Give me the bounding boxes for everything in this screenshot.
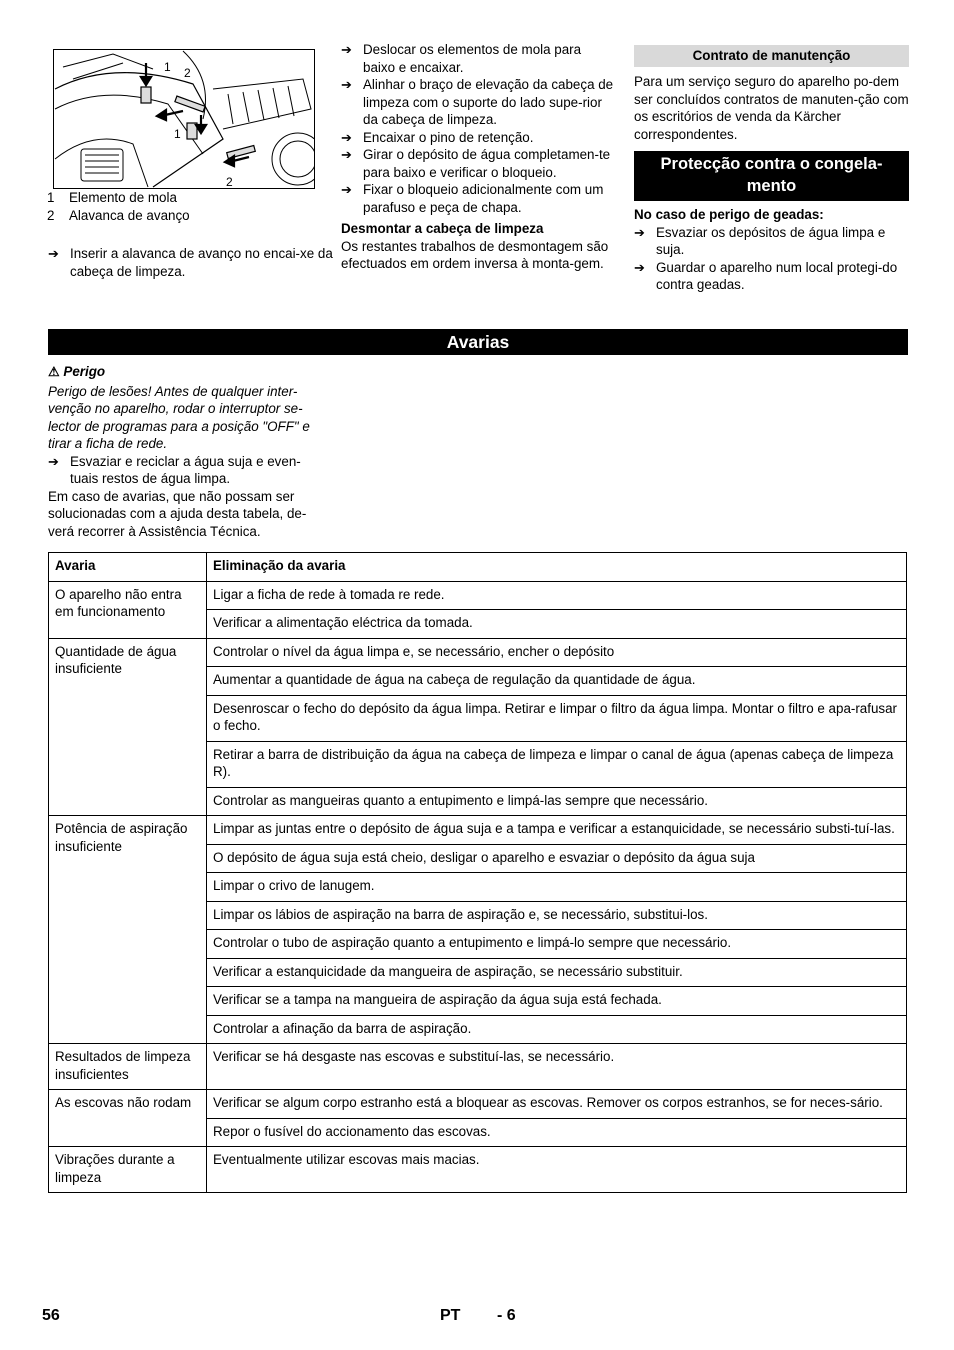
remedy-cell: Retirar a barra de distribuição da água na cabeça de limpeza e limpar o canal de água (apenas cabeça de limpeza R).	[207, 741, 907, 787]
table-row	[49, 638, 907, 667]
table-row	[49, 581, 907, 610]
step-item	[341, 146, 616, 181]
page-number: 56	[42, 1307, 60, 1324]
arrow-right-icon: ➔	[634, 259, 645, 275]
step-text: Inserir a alavanca de avanço no encai-xe da cabeça de limpeza.	[70, 246, 333, 279]
fault-table	[48, 552, 907, 1193]
fault-cell: Vibrações durante a limpeza	[49, 1147, 207, 1193]
fault-cell: Quantidade de água insuficiente	[49, 638, 207, 816]
warning-label-row	[48, 363, 323, 381]
arrow-right-icon: ➔	[341, 129, 352, 145]
arrow-right-icon: ➔	[341, 182, 352, 197]
figure-springs-lever	[53, 49, 315, 189]
fault-cell: Resultados de limpeza insuficientes	[49, 1044, 207, 1090]
remedy-cell: Controlar o tubo de aspiração quanto a entupimento e limpá-lo sempre que necessário.	[207, 930, 907, 959]
step-item	[341, 181, 616, 216]
step-text: Fixar o bloqueio adicionalmente com um parafuso e peça de chapa.	[363, 182, 604, 215]
callout-1-mid: 1	[174, 127, 181, 141]
warning-triangle-icon: ⚠	[48, 364, 60, 379]
step-text: Esvaziar os depósitos de água limpa e suja.	[656, 224, 886, 257]
maintenance-text: Para um serviço seguro do aparelho po-dem ser concluídos contratos de manuten-ção com os escritórios de venda da Kärcher correspondentes.	[634, 74, 909, 142]
remedy-cell: Verificar se a tampa na mangueira de aspiração da água suja está fechada.	[207, 987, 907, 1016]
fault-cell: Potência de aspiração insuficiente	[49, 816, 207, 1044]
remedy-cell: Desenroscar o fecho do depósito da água limpa. Retirar e limpar o filtro da água limpa. Montar o filtro e apa-rafusar o fecho.	[207, 695, 907, 741]
legend-text: Alavanca de avanço	[69, 207, 190, 223]
remedy-cell: Verificar a estanquicidade da mangueira de aspiração, se necessário substituir.	[207, 958, 907, 987]
step-text: Esvaziar e reciclar a água suja e even-tuais restos de água limpa.	[70, 453, 301, 486]
arrow-right-icon: ➔	[341, 42, 352, 57]
frost-step	[634, 224, 909, 259]
legend-item	[47, 207, 317, 225]
frost-step	[634, 259, 909, 294]
faults-step	[48, 453, 323, 488]
frost-subheading: No caso de perigo de geadas:	[634, 207, 824, 222]
remedy-cell: Verificar se há desgaste nas escovas e substituí-las, se necessário.	[207, 1044, 907, 1090]
language-code: PT	[440, 1307, 461, 1324]
remedy-cell: Limpar os lábios de aspiração na barra de aspiração e, se necessário, substitui-los.	[207, 901, 907, 930]
column-2	[341, 41, 616, 273]
step-insert-lever	[48, 245, 342, 280]
arrow-right-icon: ➔	[341, 77, 352, 92]
step-text: Alinhar o braço de elevação da cabeça de limpeza com o suporte do lado supe-rior da cabeça de limpeza.	[363, 77, 614, 127]
header-remedy: Eliminação da avaria	[207, 553, 907, 582]
dismount-paragraph: Os restantes trabalhos de desmontagem são efectuados em ordem inversa à monta-gem.	[341, 238, 609, 271]
subheading-dismount: Desmontar a cabeça de limpeza	[341, 221, 544, 236]
arrow-right-icon: ➔	[48, 246, 59, 261]
callout-2-bottom: 2	[226, 175, 233, 189]
callout-2-top: 2	[184, 66, 191, 80]
remedy-cell: Repor o fusível do accionamento das escovas.	[207, 1118, 907, 1147]
step-text: Deslocar os elementos de mola para baixo e encaixar.	[363, 42, 582, 75]
section-page: - 6	[497, 1307, 516, 1324]
remedy-cell: Eventualmente utilizar escovas mais macias.	[207, 1147, 907, 1193]
step-text: Guardar o aparelho num local protegi-do contra geadas.	[656, 259, 898, 292]
table-row	[49, 1044, 907, 1090]
arrow-right-icon: ➔	[634, 224, 645, 240]
legend-text: Elemento de mola	[69, 190, 177, 205]
legend-number: 2	[47, 207, 55, 223]
remedy-cell: Limpar as juntas entre o depósito de água suja e a tampa e verificar a estanquicidade, se necessário substi-tuí-las.	[207, 816, 907, 845]
remedy-cell: Controlar o nível da água limpa e, se necessário, encher o depósito	[207, 638, 907, 667]
warning-block	[48, 363, 323, 540]
remedy-cell: Verificar se algum corpo estranho está a bloquear as escovas. Remover os corpos estranhos, se for neces-sário.	[207, 1090, 907, 1119]
remedy-cell: O depósito de água suja está cheio, desligar o aparelho e esvaziar o depósito da água suja	[207, 844, 907, 873]
table-header-row	[49, 553, 907, 582]
fault-cell: As escovas não rodam	[49, 1090, 207, 1147]
fault-table-wrapper	[48, 552, 907, 1193]
table-row	[49, 1147, 907, 1193]
table-row	[49, 816, 907, 845]
legend-number: 1	[47, 190, 55, 205]
column-3	[634, 45, 909, 294]
remedy-cell: Controlar as mangueiras quanto a entupimento e limpá-las sempre que necessário.	[207, 787, 907, 816]
figure-legend	[47, 189, 317, 224]
warning-text: Perigo de lesões! Antes de qualquer inter-venção no aparelho, rodar o interruptor se-lector de programas para a posição "OFF" e tirar a ficha de rede.	[48, 383, 310, 451]
step-item	[341, 76, 616, 129]
step-text: Encaixar o pino de retenção.	[363, 129, 534, 145]
legend-item	[47, 189, 317, 207]
maintenance-heading: Contrato de manutenção	[634, 45, 909, 67]
arrow-right-icon: ➔	[48, 453, 59, 469]
faults-heading: Avarias	[48, 329, 908, 355]
remedy-cell: Aumentar a quantidade de água na cabeça de regulação da quantidade de água.	[207, 667, 907, 696]
arrow-right-icon: ➔	[341, 147, 352, 162]
fault-cell: O aparelho não entra em funcionamento	[49, 581, 207, 638]
remedy-cell: Ligar a ficha de rede à tomada re rede.	[207, 581, 907, 610]
callout-1-top: 1	[164, 60, 171, 74]
remedy-cell: Verificar a alimentação eléctrica da tomada.	[207, 610, 907, 639]
table-row	[49, 1090, 907, 1119]
step-item	[341, 41, 616, 76]
header-fault: Avaria	[49, 553, 207, 582]
remedy-cell: Limpar o crivo de lanugem.	[207, 873, 907, 902]
warning-label: Perigo	[63, 364, 106, 379]
step-text: Girar o depósito de água completamen-te para baixo e verificar o bloqueio.	[363, 147, 611, 180]
frost-heading: Protecção contra o congela-mento	[634, 151, 909, 201]
remedy-cell: Controlar a afinação da barra de aspiração.	[207, 1015, 907, 1044]
step-item	[341, 129, 616, 147]
faults-paragraph: Em caso de avarias, que não possam ser solucionadas com a ajuda desta tabela, de-verá recorrer à Assistência Técnica.	[48, 488, 307, 539]
